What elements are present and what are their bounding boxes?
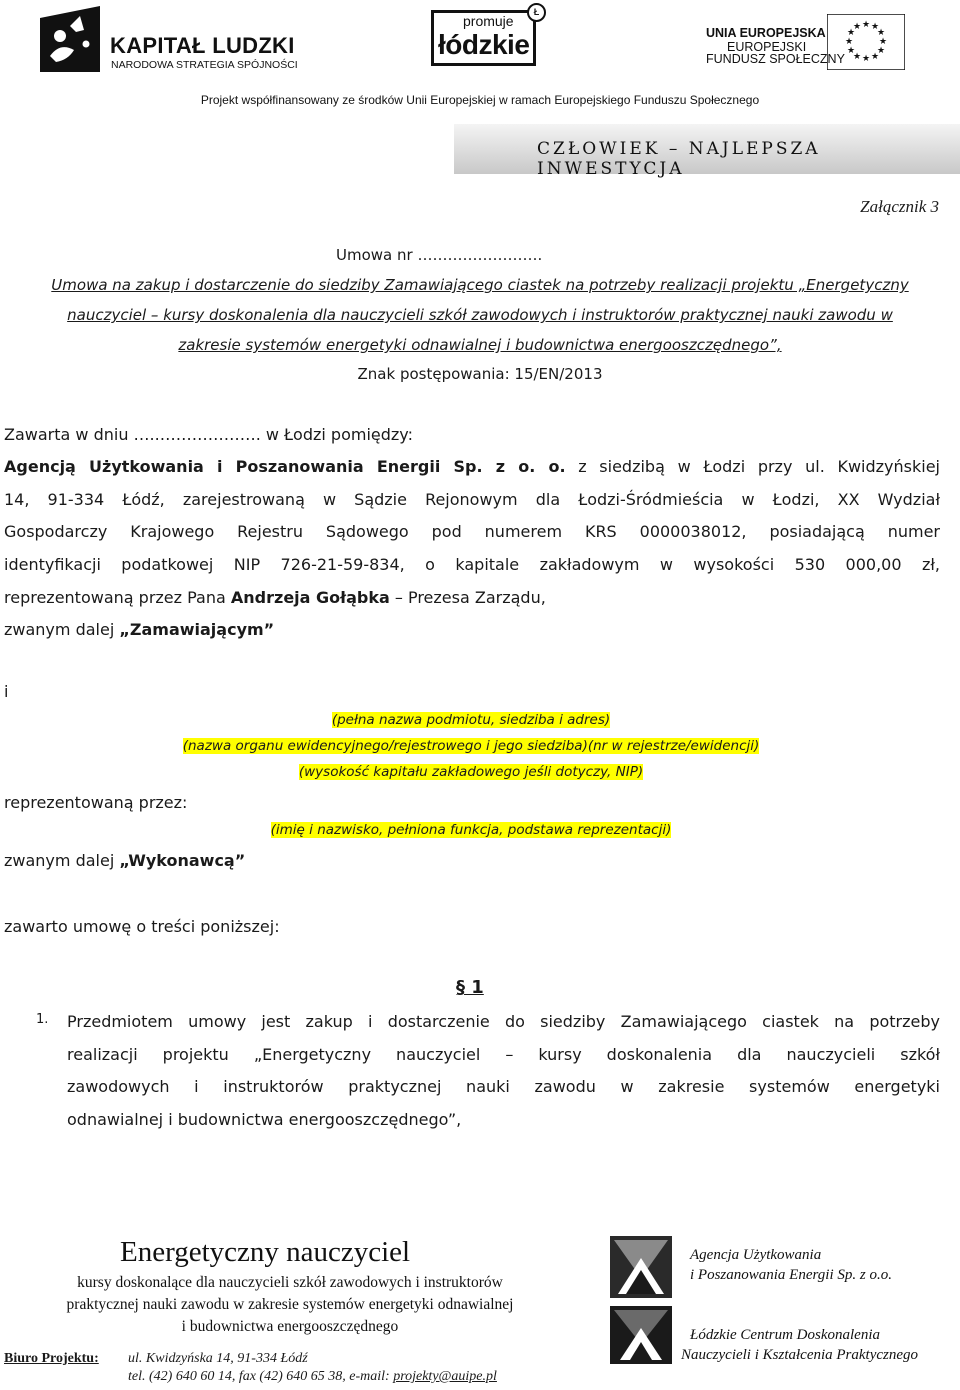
and-conjunction: i <box>4 682 9 701</box>
footer-project-title: Energetyczny nauczyciel <box>120 1236 411 1268</box>
party1-line-3: Gospodarczy Krajowego Rejestru Sądowego pod numerem KRS 0000038012, posiadającą numer <box>4 522 940 541</box>
center-line-2: Nauczycieli i Kształcenia Praktycznego <box>681 1347 919 1363</box>
center-line-1: Łódzkie Centrum Doskonalenia <box>690 1327 880 1343</box>
party1-line-1 <box>4 457 940 476</box>
placeholder-person[interactable]: (imię i nazwisko, pełniona funkcja, podstawa reprezentacji) <box>270 822 672 838</box>
footer-contact: tel. (42) 640 60 14, fax (42) 640 65 38, e-mail: projekty@auipe.pl <box>128 1369 497 1384</box>
auipe-logo-icon <box>604 1232 678 1368</box>
placeholder-capital[interactable]: (wysokość kapitału zakładowego jeśli dotyczy, NIP) <box>298 764 644 780</box>
svg-text:★: ★ <box>861 54 871 64</box>
concluded-line: Zawarta w dniu …..………………. w Łodzi pomiędzy: <box>4 425 413 444</box>
svg-text:★: ★ <box>846 46 856 56</box>
biuro-label: Biuro Projektu: <box>4 1351 99 1366</box>
ue-line1: UNIA EUROPEJSKA <box>706 26 826 40</box>
subject-line-3: zakresie systemów energetyki odnawialnej i budownictwa energooszczędnego”, <box>178 336 782 354</box>
party1-line-2: 14, 91-334 Łódź, zarejestrowaną w Sądzie Rejonowym dla Łodzi-Śródmieścia w Łodzi, XX Wydział <box>4 490 940 509</box>
footer-line-2: praktycznej nauki zawodu w zakresie systemów energetyki odnawialnej <box>66 1296 514 1313</box>
svg-text:★: ★ <box>852 22 862 32</box>
cofinancing-note: Projekt współfinansowany ze środków Unii Europejskiej w ramach Europejskiego Funduszu Społecznego <box>200 93 760 107</box>
subject-line-2: nauczyciel – kursy doskonalenia dla nauczycieli szkół zawodowych i instruktorów praktycznej nauki zawodu w <box>67 306 893 324</box>
eu-flag-icon <box>827 14 905 70</box>
svg-text:★: ★ <box>846 28 856 38</box>
subject-line-1: Umowa na zakup i dostarczenie do siedziby Zamawiającego ciastek na potrzeby realizacji projektu „Energetyczny <box>51 276 909 294</box>
kapital-ludzki-subtitle: NARODOWA STRATEGIA SPÓJNOŚCI <box>111 59 298 71</box>
party1-called: zwanym dalej „Zamawiającym” <box>4 620 275 639</box>
item-number: 1. <box>36 1012 49 1027</box>
annex-label: Załącznik 3 <box>860 197 939 216</box>
svg-text:★: ★ <box>844 37 854 47</box>
svg-text:★: ★ <box>876 28 886 38</box>
party1-name: Agencją Użytkowania i Poszanowania Energii Sp. z o. o. <box>4 457 566 476</box>
footer-email-link[interactable]: projekty@auipe.pl <box>393 1369 497 1384</box>
item1-line-1: Przedmiotem umowy jest zakup i dostarczenie do siedziby Zamawiającego ciastek na potrzeby <box>67 1012 940 1031</box>
contract-number: Umowa nr ……………………. <box>336 246 543 264</box>
item1-line-3: zawodowych i instruktorów praktycznej nauki zawodu w zakresie systemów energetyki <box>67 1077 940 1096</box>
promuje-label: promuje <box>463 13 514 29</box>
party1-address: z siedzibą w Łodzi przy ul. Kwidzyńskiej <box>565 457 941 476</box>
ue-line2: EUROPEJSKI <box>727 40 807 54</box>
svg-text:★: ★ <box>852 52 862 62</box>
agency-line-2: i Poszanowania Energii Sp. z o.o. <box>690 1267 892 1283</box>
footer-address: ul. Kwidzyńska 14, 91-334 Łódź <box>128 1351 308 1366</box>
kapital-ludzki-logo-icon <box>40 6 100 72</box>
party2-called: zwanym dalej „Wykonawcą” <box>4 851 246 870</box>
item1-line-2: realizacji projektu „Energetyczny nauczyciel – kursy doskonalenia dla nauczycieli szkół <box>67 1045 940 1064</box>
concluded-2: zawarto umowę o treści poniższej: <box>4 917 280 936</box>
svg-text:★: ★ <box>876 46 886 56</box>
kapital-ludzki-title: KAPITAŁ LUDZKI <box>110 33 295 58</box>
slogan-text: CZŁOWIEK – NAJLEPSZA INWESTYCJA <box>537 139 821 179</box>
lodzkie-mark-icon: Ł <box>527 3 546 22</box>
section-heading: § 1 <box>456 977 484 998</box>
placeholder-register[interactable]: (nazwa organu ewidencyjnego/rejestrowego i jego siedziba)(nr w rejestrze/ewidencji) <box>182 738 760 754</box>
svg-text:★: ★ <box>878 37 888 47</box>
placeholder-name[interactable]: (pełna nazwa podmiotu, siedziba i adres) <box>331 712 611 728</box>
case-number: Znak postępowania: 15/EN/2013 <box>357 365 603 383</box>
footer-line-1: kursy doskonalące dla nauczycieli szkół zawodowych i instruktorów <box>77 1274 503 1291</box>
svg-text:★: ★ <box>870 22 880 32</box>
agency-line-1: Agencja Użytkowania <box>690 1247 822 1263</box>
item1-line-4: odnawialnej i budownictwa energooszczędnego”, <box>67 1110 462 1129</box>
svg-text:★: ★ <box>861 20 871 30</box>
svg-text:★: ★ <box>870 52 880 62</box>
party1-line-4: identyfikacji podatkowej NIP 726-21-59-834, o kapitale zakładowym w wysokości 530 000,00 zł, <box>4 555 940 574</box>
represented-by-label: reprezentowaną przez: <box>4 793 188 812</box>
ue-line3: FUNDUSZ SPOŁECZNY <box>706 52 845 66</box>
lodzkie-label: łódzkie <box>438 29 530 60</box>
footer-line-3: i budownictwa energooszczędnego <box>181 1318 399 1335</box>
party1-representative: reprezentowaną przez Pana Andrzeja Gołąbka – Prezesa Zarządu, <box>4 588 546 607</box>
